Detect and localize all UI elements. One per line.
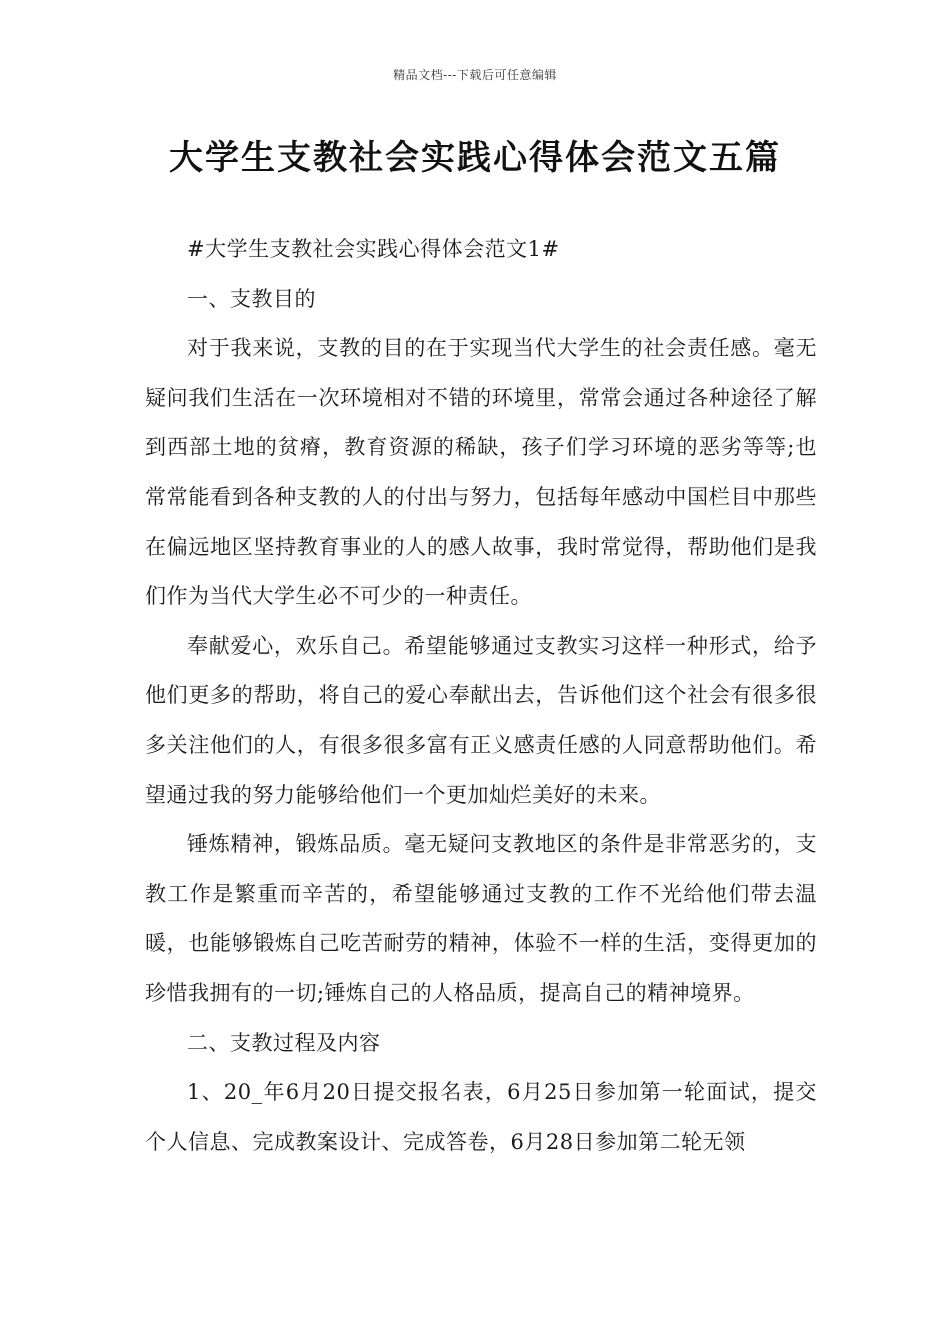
section-heading-purpose: 一、支教目的 xyxy=(187,286,316,311)
document-body xyxy=(145,225,817,1167)
header-note: 精品文档---下载后可任意编辑 xyxy=(393,68,557,82)
document-title: 大学生支教社会实践心得体会范文五篇 xyxy=(169,138,781,178)
paragraph-purpose: 对于我来说，支教的目的在于实现当代大学生的社会责任感。毫无疑问我们生活在一次环境相对不错的环境里，常常会通过各种途径了解到西部土地的贫瘠，教育资源的稀缺，孩子们学习环境的恶劣等等;也常常能看到各种支教的人的付出与努力，包括每年感动中国栏目中那些在偏远地区坚持教育事业的人的感人故事，我时常觉得，帮助他们是我们作为当代大学生必不可少的一种责任。 xyxy=(145,336,817,609)
section-heading-fanwen-1: #大学生支教社会实践心得体会范文1# xyxy=(187,237,560,261)
paragraph-dedication: 奉献爱心，欢乐自己。希望能够通过支教实习这样一种形式，给予他们更多的帮助，将自己的爱心奉献出去，告诉他们这个社会有很多很多关注他们的人，有很多很多富有正义感责任感的人同意帮助他们。希望通过我的努力能够给他们一个更加灿烂美好的未来。 xyxy=(145,633,817,807)
paragraph-timeline: 1、20_年6月20日提交报名表，6月25日参加第一轮面试，提交个人信息、完成教案设计、完成答卷，6月28日参加第二轮无领 xyxy=(145,1080,817,1154)
paragraph-training: 锤炼精神，锻炼品质。毫无疑问支教地区的条件是非常恶劣的，支教工作是繁重而辛苦的，希望能够通过支教的工作不光给他们带去温暖，也能够锻炼自己吃苦耐劳的精神，体验不一样的生活，变得更加的珍惜我拥有的一切;锤炼自己的人格品质，提高自己的精神境界。 xyxy=(145,832,817,1005)
section-heading-process: 二、支教过程及内容 xyxy=(187,1030,381,1055)
